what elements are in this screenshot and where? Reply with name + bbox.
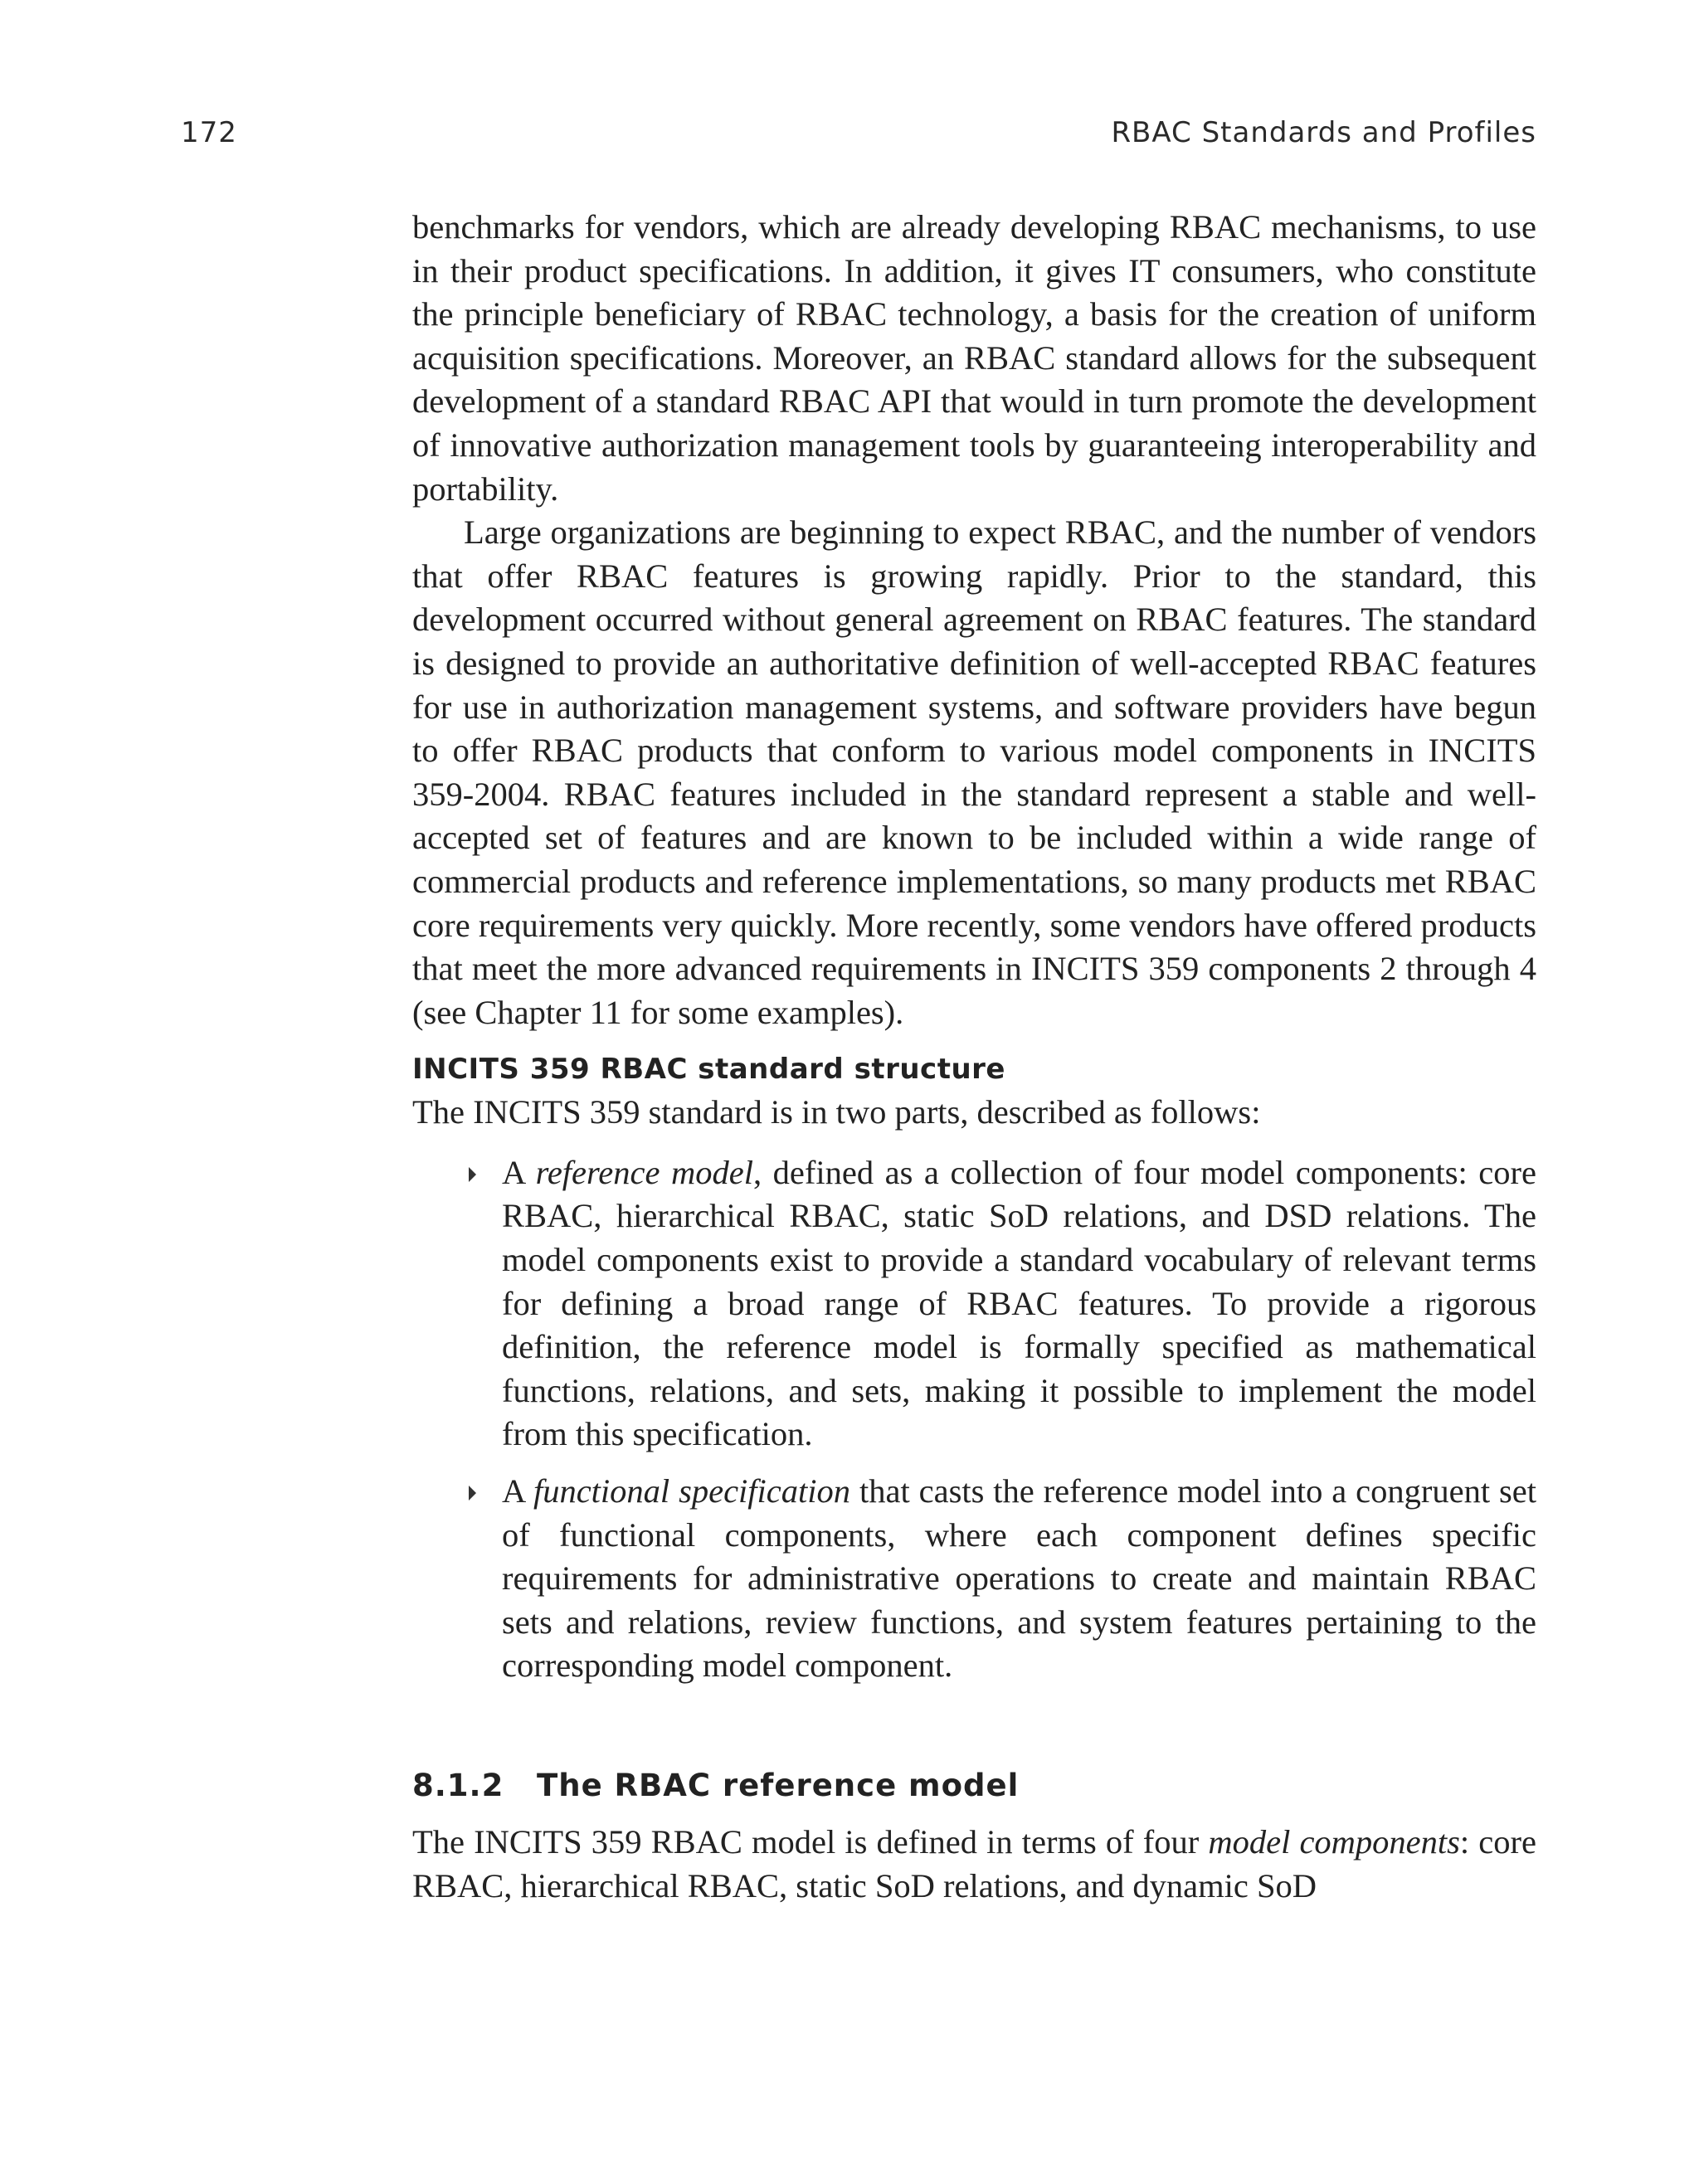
bullet-arrow-icon xyxy=(469,1167,476,1182)
paragraph-text: : core RBAC, hierarchical RBAC, static SoD relations, and dynamic SoD xyxy=(412,1823,1536,1904)
section-heading xyxy=(412,1766,1536,1806)
bullet-text: that casts the reference model into a congruent set of functional components, where each component defines specific requirements for administrative operations to create and maintain RBAC sets and relations, review functions, and system features pertaining to the corresponding model component. xyxy=(502,1472,1536,1685)
bullet-item-functional-specification xyxy=(502,1470,1536,1688)
paragraph-large-organizations: Large organizations are beginning to expect RBAC, and the number of vendors that offer RBAC features is growing rapidly. Prior to the standard, this development occurred without general agreement on RBAC features. The standard is designed to provide an authoritative definition of well-accepted RBAC features for use in authorization management systems, and software providers have begun to offer RBAC products that conform to various model components in INCITS 359-2004. RBAC features included in the standard represent a stable and well-accepted set of features and are known to be included within a wide range of commercial products and reference implementations, so many products met RBAC core requirements very quickly. More recently, some vendors have offered products that meet the more advanced requirements in INCITS 359 components 2 through 4 (see Chapter 11 for some examples). xyxy=(412,513,1536,1031)
bullet-arrow-icon xyxy=(469,1486,476,1501)
running-title: RBAC Standards and Profiles xyxy=(1111,116,1536,149)
bullet-prefix: A xyxy=(502,1472,533,1510)
running-head xyxy=(181,116,1536,158)
bullet-prefix: A xyxy=(502,1153,536,1191)
paragraph-two-parts: The INCITS 359 standard is in two parts, described as follows: xyxy=(412,1093,1261,1131)
bullet-item-reference-model xyxy=(502,1151,1536,1457)
bullet-list xyxy=(412,1151,1536,1688)
paragraph-reference-model xyxy=(412,1821,1536,1908)
paragraph-continuation: benchmarks for vendors, which are already developing RBAC mechanisms, to use in their product specifications. In addition, it gives IT consumers, who constitute the principle beneficiary of RBAC technology, a basis for the creation of uniform acquisition specifications. Moreover, an RBAC standard allows for the subsequent development of a standard RBAC API that would in turn promote the development of innovative authorization management tools by guaranteeing interoperability and portability. xyxy=(412,208,1536,508)
main-text xyxy=(412,206,1536,1908)
section-title: The RBAC reference model xyxy=(537,1768,1020,1803)
bullet-term: functional specification xyxy=(533,1472,851,1510)
paragraph-term: model components xyxy=(1208,1823,1460,1861)
paragraph-text: The INCITS 359 RBAC model is defined in terms of four xyxy=(412,1823,1209,1861)
bullet-term: reference model xyxy=(535,1153,753,1191)
bullet-text: , defined as a collection of four model components: core RBAC, hierarchical RBAC, static SoD relations, and DSD relations. The model components exist to provide a standard vocabulary of relevant terms for defining a broad range of RBAC features. To provide a rigorous definition, the reference model is formally specified as mathematical functions, relations, and sets, making it possible to implement the model from this specification. xyxy=(502,1153,1536,1453)
subheading-standard-structure: INCITS 359 RBAC standard structure xyxy=(412,1053,1005,1087)
section-number: 8.1.2 xyxy=(412,1768,504,1803)
page-number: 172 xyxy=(181,116,237,149)
